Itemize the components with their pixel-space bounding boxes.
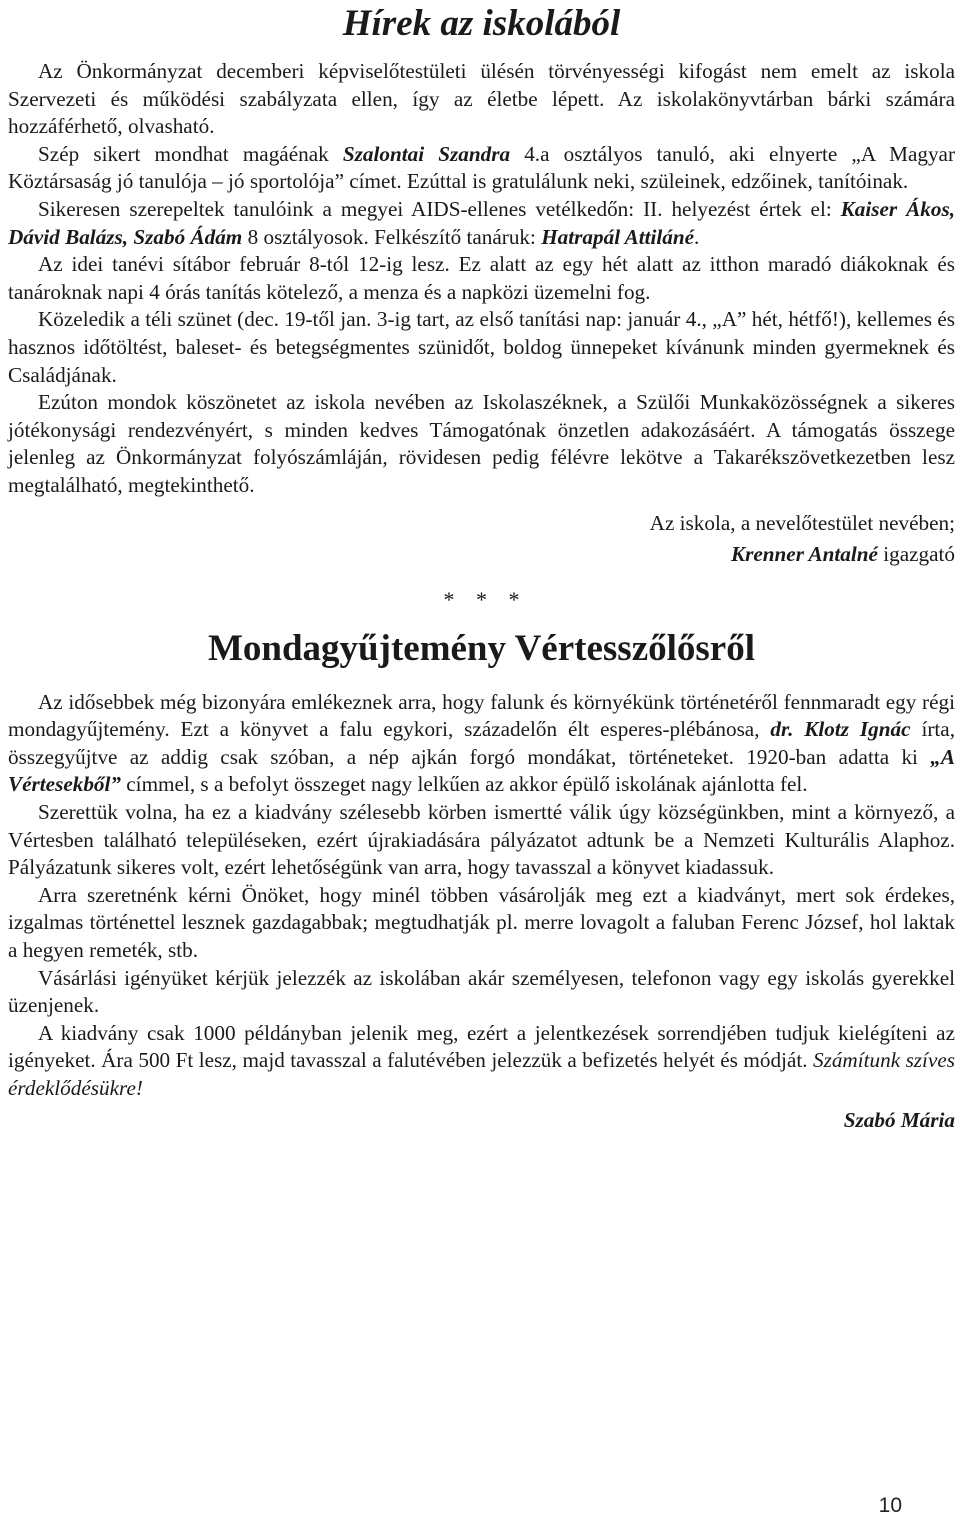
article2-body [8, 689, 955, 1135]
text-run: . [694, 224, 700, 249]
text-run: Az idősebbek még bizonyára emlékeznek arra, hogy falunk és környékünk történetéről fennmaradt egy régi mondagyűjtemény. Ezt a könyvet a falu egykori, századelőn élt esperes-plébánosa, [8, 689, 955, 742]
article2-paragraph-1 [8, 689, 955, 799]
text-run: 8 osztályosok. Felkészítő tanáruk: [242, 224, 542, 249]
student-name: Szalontai Szandra [342, 141, 511, 166]
text-run: írta, összegyűjtve az addig csak szóban, a nép ajkán forgó mondákat, történeteket. 1920-ban adatta ki [8, 717, 955, 769]
principal-name: Krenner Antalné [730, 542, 878, 567]
text-run: 4.a osztályos tanuló, aki elnyerte „A Magyar Köztársaság jó tanulója – jó sportolója” címet. Ezúttal is gratulálunk neki, szüleinek, edzőinek, tanítóinak. [8, 141, 955, 194]
article1-body [8, 58, 955, 569]
signature-line: Az iskola, a nevelőtestület nevében; [649, 510, 955, 535]
closing-italic: Számítunk szíves érdeklődésükre! [8, 1048, 955, 1100]
article1-paragraph-4: Az idei tanévi sítábor február 8-tól 12-ig lesz. Ez alatt az egy hét alatt az itthon maradó diákoknak és tanároknak napi 4 órás tanítás kötelező, a menza és a napközi üzemelni fog. [8, 252, 955, 304]
text-run: címmel, s a befolyt összeget nagy lelkűen az akkor épülő iskolának ajánlotta fel. [120, 772, 808, 797]
article2-paragraph-3: Arra szeretnénk kérni Önöket, hogy minél többen vásárolják meg ezt a kiadványt, mert sok érdekes, izgalmas történettel lesznek gazdagabbak; megtudhatják pl. merre lovagolt a faluban Ferenc József, hol laktak a hegyen remeték, stb. [8, 882, 955, 963]
article1-paragraph-5: Közeledik a téli szünet (dec. 19-től jan. 3-ig tart, az első tanítási nap: január 4., „A” hét, hétfő!), kellemes és hasznos időtöltést, baleset- és betegségmentes szünidőt, boldog ünnepeket kívánunk minden gyermeknek és Családjának. [8, 307, 955, 387]
text-run: A kiadvány csak 1000 példányban jelenik meg, ezért a jelentkezések sorrendjében tudjuk kielégíteni az igényeket. Ára 500 Ft lesz, majd tavasszal a falutévében jelezzük a befizetés helyét és módját. [8, 1020, 955, 1073]
text-run: Szép sikert mondhat magáénak [38, 141, 343, 166]
page-number: 10 [878, 1494, 902, 1517]
teacher-name: Hatrapál Attiláné [541, 224, 695, 249]
author-signature: Szabó Mária [843, 1107, 955, 1132]
signature-name-line [8, 541, 955, 569]
article2-paragraph-2: Szerettük volna, ha ez a kiadvány szélesebb körben ismertté válik úgy községünkben, mint a környező, a Vértesben található településeken, ezért újrakiadására pályázatot adtunk be a Nemzeti Kulturális Alaphoz. Pályázatunk sikeres volt, ezért lehetőségünk van arra, hogy tavasszal a könyvet kiadassuk. [8, 800, 955, 880]
article1-paragraph-3 [8, 196, 955, 251]
article2-paragraph-4: Vásárlási igényüket kérjük jelezzék az iskolában akár személyesen, telefonon vagy egy iskolás gyerekkel üzenjenek. [8, 965, 955, 1018]
section-separator: * * * [443, 586, 528, 612]
priest-name: dr. Klotz Ignác [770, 717, 911, 742]
book-title: „A Vértesekből” [8, 744, 955, 797]
page [8, 0, 955, 1134]
article1-paragraph-2 [8, 141, 955, 196]
article1-paragraph-6: Ezúton mondok köszönetet az iskola nevében az Iskolaszéknek, a Szülői Munkaközösségnek a sikeres jótékonysági rendezvényért, s minden kedves Támogatónak önzetlen adakozásáért. A támogatás összege jelenleg az Önkormányzat folyószámláján, rövidesen pedig félévre lekötve a Takarékszövetkezetben lesz megtalálható, megtekinthető. [8, 390, 955, 497]
article2-title: Mondagyűjtemény Vértesszőlősről [207, 627, 756, 669]
winner-names: Kaiser Ákos, Dávid Balázs, Szabó Ádám [8, 196, 955, 249]
article1-title: Hírek az iskolából [342, 3, 621, 44]
text-run: Sikeresen szerepeltek tanulóink a megyei AIDS-ellenes vetélkedőn: II. helyezést értek el: [38, 196, 841, 221]
principal-role: igazgató [877, 542, 955, 567]
article2-paragraph-5 [8, 1020, 955, 1103]
article1-paragraph-1: Az Önkormányzat decemberi képviselőtestületi ülésén törvényességi kifogást nem emelt az iskola Szervezeti és működési szabályzata ellen, így az életbe lépett. Az iskolakönyvtárban bárki számára hozzáférhető, olvasható. [8, 59, 955, 139]
